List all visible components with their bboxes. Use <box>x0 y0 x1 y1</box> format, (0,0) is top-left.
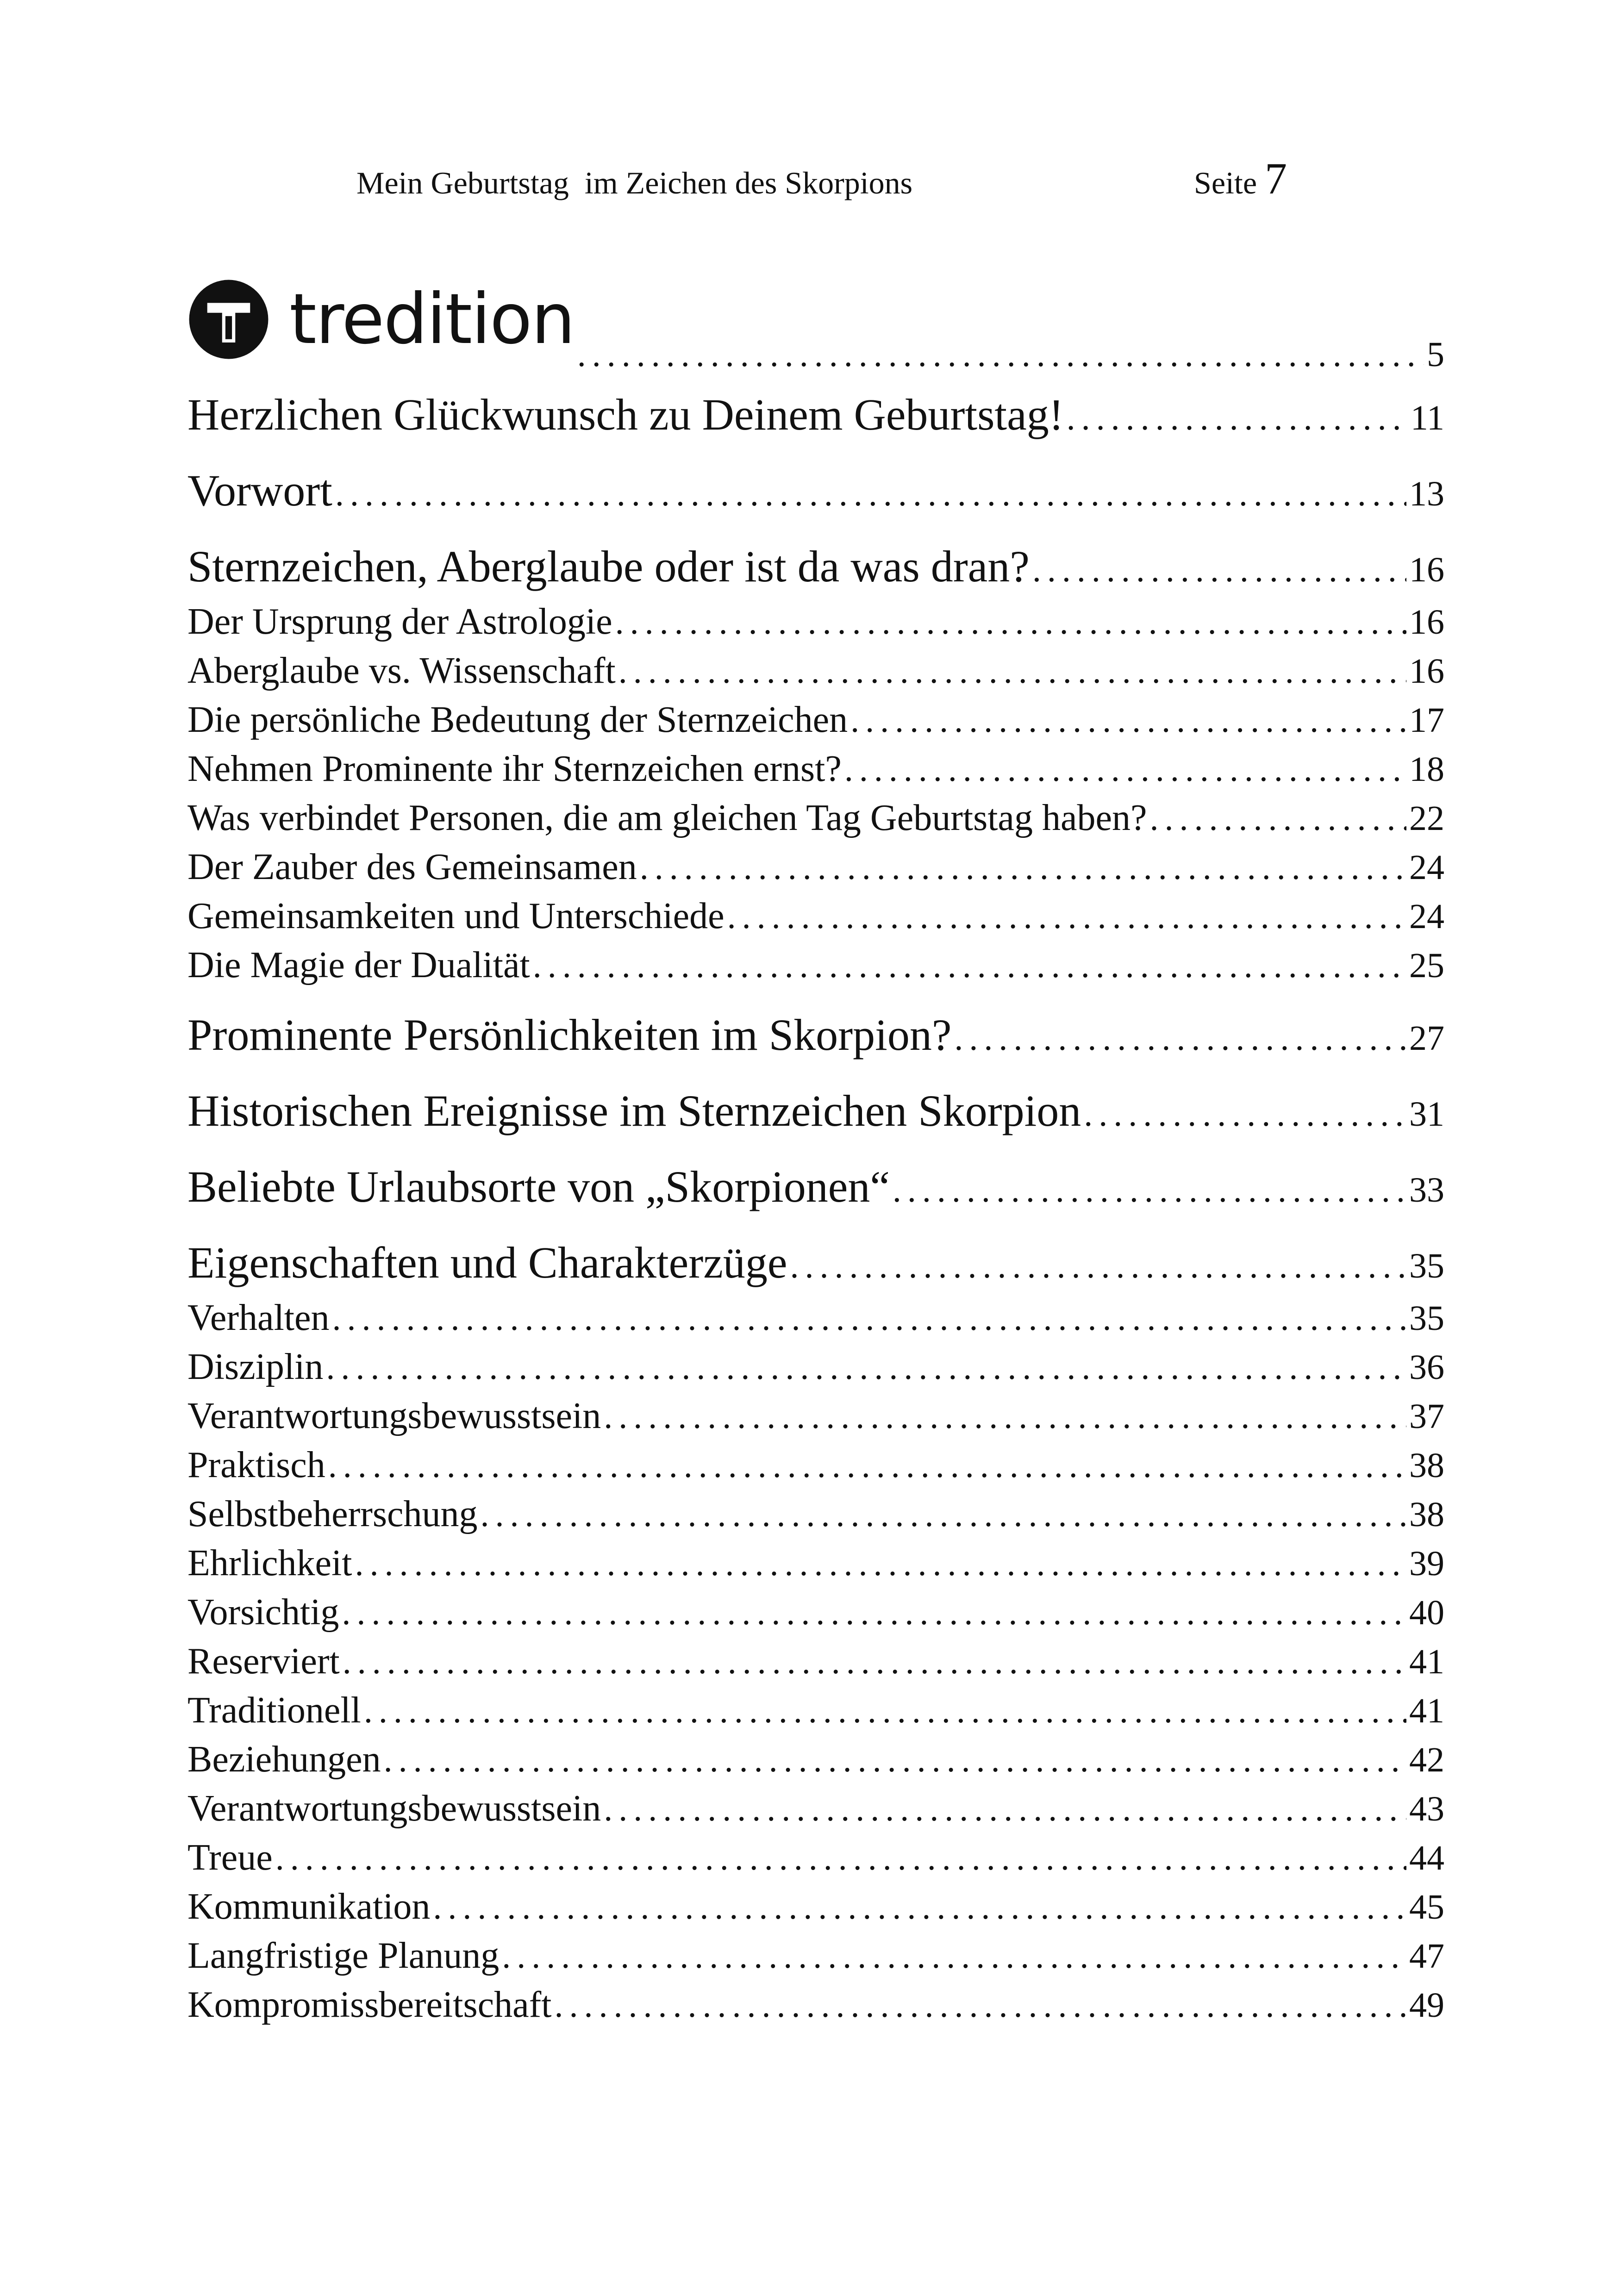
dot-leader <box>1032 536 1406 600</box>
toc-page-number: 35 <box>1409 1247 1444 1285</box>
toc-page-number: 43 <box>1409 1790 1444 1828</box>
dot-leader <box>481 1490 1406 1539</box>
toc-page-number: 24 <box>1409 897 1444 936</box>
toc-page-number: 31 <box>1409 1095 1444 1134</box>
running-header <box>356 154 1287 208</box>
running-title: Mein Geburtstag im Zeichen des Skorpions <box>356 165 913 200</box>
toc-page-number: 27 <box>1409 1019 1444 1058</box>
toc-entry[interactable] <box>187 1588 1444 1637</box>
toc-entry[interactable] <box>187 1490 1444 1539</box>
dot-leader <box>640 842 1406 892</box>
toc-entry-title: Sternzeichen, Aberglaube oder ist da was dran? <box>187 542 1030 591</box>
toc-entry[interactable] <box>187 1637 1444 1686</box>
page-label: Seite <box>1194 165 1257 200</box>
dot-leader <box>577 335 1424 375</box>
dot-leader <box>343 1637 1406 1686</box>
tredition-logo-icon <box>187 278 270 361</box>
page-number: 7 <box>1265 154 1287 203</box>
toc-entry-title: Prominente Persönlichkeiten im Skorpion? <box>187 1010 952 1060</box>
toc-entry-title: Praktisch <box>187 1445 325 1485</box>
dot-leader <box>604 1784 1406 1834</box>
toc-page-number: 17 <box>1409 701 1444 740</box>
toc-entry-title: Nehmen Prominente ihr Sternzeichen ernst? <box>187 748 842 789</box>
dot-leader <box>618 646 1406 696</box>
toc-entry-brand[interactable] <box>187 273 1444 384</box>
toc-page-number: 47 <box>1409 1937 1444 1976</box>
toc-page-number: 16 <box>1409 652 1444 691</box>
dot-leader <box>364 1686 1406 1735</box>
toc-page-number: 49 <box>1409 1986 1444 2025</box>
toc-entry-title: Vorsichtig <box>187 1592 339 1633</box>
dot-leader <box>384 1735 1406 1784</box>
toc-page-number: 37 <box>1409 1397 1444 1436</box>
toc-page-number: 13 <box>1409 474 1444 513</box>
toc-entries <box>187 384 1444 2029</box>
toc-entry-title: Der Ursprung der Astrologie <box>187 601 612 642</box>
toc-entry[interactable] <box>187 1784 1444 1833</box>
dot-leader <box>328 1441 1406 1490</box>
toc-entry[interactable] <box>187 460 1444 521</box>
toc-entry-title: Gemeinsamkeiten und Unterschiede <box>187 896 725 936</box>
toc-entry-title: Eigenschaften und Charakterzüge <box>187 1238 787 1287</box>
dot-leader <box>355 1539 1406 1588</box>
dot-leader <box>727 892 1406 941</box>
dot-leader <box>554 1980 1406 2030</box>
toc-entry[interactable] <box>187 646 1444 695</box>
toc-page-number: 38 <box>1409 1446 1444 1485</box>
dot-leader <box>1149 793 1406 843</box>
toc-entry[interactable] <box>187 1342 1444 1391</box>
toc-entry[interactable] <box>187 793 1444 842</box>
dot-leader <box>954 1004 1406 1069</box>
page-indicator <box>1194 153 1287 208</box>
toc-entry[interactable] <box>187 1156 1444 1217</box>
dot-leader <box>1067 384 1408 449</box>
toc-entry[interactable] <box>187 1735 1444 1784</box>
dot-leader <box>275 1833 1406 1883</box>
toc-entry-title: Langfristige Planung <box>187 1935 500 1976</box>
toc-entry-title: Selbstbeherrschung <box>187 1494 478 1534</box>
toc-entry[interactable] <box>187 1293 1444 1342</box>
dot-leader <box>850 695 1406 745</box>
toc-page-number: 16 <box>1409 603 1444 642</box>
brand-name: tredition <box>289 279 575 360</box>
toc-entry[interactable] <box>187 1080 1444 1141</box>
toc-page-number: 38 <box>1409 1495 1444 1534</box>
dot-leader <box>844 744 1406 794</box>
toc-entry[interactable] <box>187 941 1444 990</box>
dot-leader <box>326 1342 1406 1392</box>
toc-entry-title: Die persönliche Bedeutung der Sternzeichen <box>187 699 848 740</box>
toc-page-number: 36 <box>1409 1348 1444 1387</box>
toc-page-number: 41 <box>1409 1642 1444 1681</box>
toc-entry-title: Verantwortungsbewusstsein <box>187 1396 601 1436</box>
toc-entry[interactable] <box>187 1441 1444 1490</box>
toc-entry[interactable] <box>187 1833 1444 1882</box>
toc-entry-title: Was verbindet Personen, die am gleichen Tag Geburtstag haben? <box>187 798 1147 838</box>
toc-entry[interactable] <box>187 1686 1444 1735</box>
toc-page-number: 39 <box>1409 1544 1444 1583</box>
dot-leader <box>790 1232 1406 1297</box>
toc-entry-title: Herzlichen Glückwunsch zu Deinem Geburtstag! <box>187 390 1064 439</box>
toc-entry-title: Vorwort <box>187 466 332 515</box>
toc-page-number: 22 <box>1409 799 1444 838</box>
toc-entry-title: Treue <box>187 1837 273 1878</box>
dot-leader <box>615 597 1406 647</box>
toc-entry[interactable] <box>187 1232 1444 1293</box>
toc-entry-title: Reserviert <box>187 1641 340 1682</box>
toc-entry-title: Historischen Ereignisse im Sternzeichen Skorpion <box>187 1086 1081 1135</box>
table-of-contents <box>187 273 1444 2029</box>
toc-page-number: 42 <box>1409 1740 1444 1779</box>
dot-leader <box>342 1588 1406 1637</box>
toc-entry-title: Ehrlichkeit <box>187 1543 352 1584</box>
toc-entry-title: Der Zauber des Gemeinsamen <box>187 847 637 887</box>
dot-leader <box>893 1156 1406 1221</box>
dot-leader <box>335 460 1406 524</box>
toc-entry-title: Disziplin <box>187 1347 324 1387</box>
toc-entry-title: Kommunikation <box>187 1886 431 1927</box>
toc-entry-title: Verantwortungsbewusstsein <box>187 1788 601 1829</box>
toc-entry-title: Kompromissbereitschaft <box>187 1984 552 2025</box>
toc-entry[interactable] <box>187 695 1444 744</box>
toc-entry-title: Beliebte Urlaubsorte von „Skorpionen“ <box>187 1162 890 1211</box>
dot-leader <box>332 1293 1406 1343</box>
dot-leader <box>533 941 1406 990</box>
toc-entry[interactable] <box>187 842 1444 892</box>
toc-entry[interactable] <box>187 384 1444 445</box>
toc-page-number: 5 <box>1427 335 1444 374</box>
dot-leader <box>502 1931 1406 1981</box>
toc-page-number: 45 <box>1409 1888 1444 1927</box>
dot-leader <box>1084 1080 1406 1145</box>
toc-entry-title: Die Magie der Dualität <box>187 945 530 985</box>
toc-entry[interactable] <box>187 1539 1444 1588</box>
toc-page-number: 24 <box>1409 848 1444 887</box>
toc-entry-title: Verhalten <box>187 1297 330 1338</box>
toc-entry[interactable] <box>187 1391 1444 1441</box>
toc-entry[interactable] <box>187 1980 1444 2029</box>
toc-page-number: 33 <box>1409 1171 1444 1210</box>
toc-entry-title: Beziehungen <box>187 1739 381 1780</box>
toc-entry[interactable] <box>187 744 1444 793</box>
toc-entry[interactable] <box>187 1931 1444 1980</box>
toc-page-number: 44 <box>1409 1839 1444 1877</box>
toc-entry[interactable] <box>187 536 1444 597</box>
dot-leader <box>433 1882 1406 1932</box>
toc-page-number: 40 <box>1409 1593 1444 1632</box>
toc-page-number: 35 <box>1409 1299 1444 1338</box>
toc-page-number: 16 <box>1409 550 1444 589</box>
toc-page-number: 41 <box>1409 1691 1444 1730</box>
toc-entry[interactable] <box>187 892 1444 941</box>
toc-page-number: 25 <box>1409 946 1444 985</box>
toc-entry-title: Traditionell <box>187 1690 361 1731</box>
toc-entry[interactable] <box>187 1882 1444 1931</box>
toc-entry[interactable] <box>187 597 1444 646</box>
toc-entry-title: Aberglaube vs. Wissenschaft <box>187 650 616 691</box>
toc-page-number: 18 <box>1409 750 1444 789</box>
dot-leader <box>604 1391 1406 1441</box>
toc-page-number: 11 <box>1410 399 1444 437</box>
brand-logo <box>187 278 575 361</box>
toc-entry[interactable] <box>187 1004 1444 1066</box>
